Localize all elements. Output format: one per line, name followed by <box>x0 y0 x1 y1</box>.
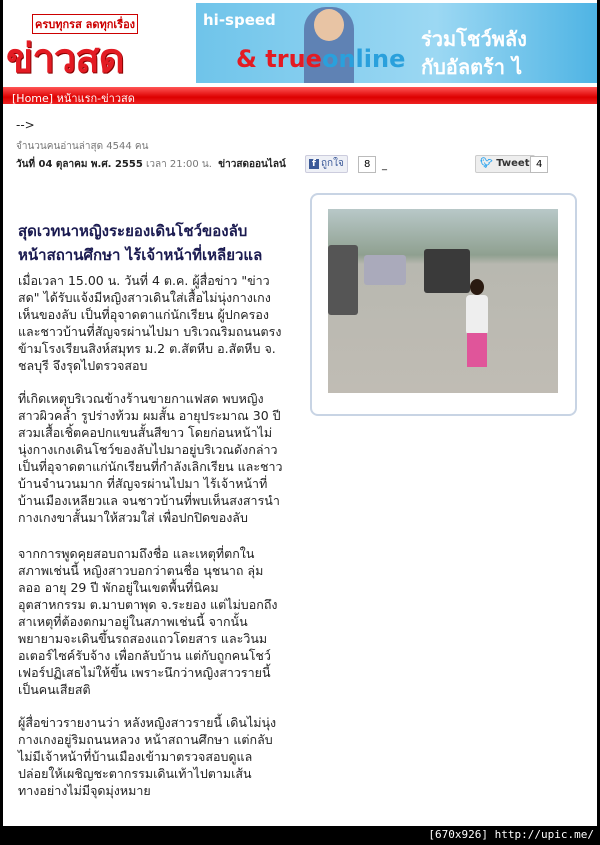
article-image-frame <box>310 193 577 416</box>
paragraph-line: เป็นที่อุจาดตาแก่นักเรียนที่กำลังเลิกเรียน และชาว <box>18 459 283 474</box>
banner-brand-true: & true <box>236 45 322 73</box>
paragraph-line: ไม่มีเจ้าหน้าที่บ้านเมืองเข้ามาตรวจสอบดูแล <box>18 749 253 764</box>
article-paragraph <box>18 390 283 526</box>
paragraph-line: สด" ได้รับแจ้งมีหญิงสาวเดินใส่เสื้อไม่นุ่งกางเกง <box>18 290 271 305</box>
banner-line1: ร่วมโชว์พลัง <box>421 27 527 51</box>
facebook-icon: f <box>309 159 319 169</box>
paragraph-line: ลออ อายุ 29 ปี พักอยู่ในเขตพื้นที่นิคม <box>18 580 219 595</box>
paragraph-line: บ้านจำนวนมาก ที่สัญจรผ่านไปมา ไร้เจ้าหน้าที่ <box>18 476 268 491</box>
paragraph-line: บ้านเมืองเหลียวแล จนชาวบ้านที่พบเห็นสงสารนำ <box>18 493 280 508</box>
logo-tagline: ครบทุกรส ลดทุกเรื่อง <box>32 14 138 34</box>
paragraph-line: ชลบุรี จึงรุดไปตรวจสอบ <box>18 358 148 373</box>
paragraph-line: จากการพูดคุยสอบถามถึงชื่อ และเหตุที่ตกใน <box>18 546 255 561</box>
photo-car <box>328 245 358 315</box>
nav-home-link[interactable]: [Home] หน้าแรก-ข่าวสด <box>12 92 135 105</box>
facebook-like-button[interactable] <box>305 155 348 173</box>
like-count: 8 <box>358 156 376 173</box>
ad-banner[interactable] <box>196 3 597 83</box>
paragraph-line: และชาวบ้านที่สัญจรผ่านไปมา บริเวณริมถนนตรง <box>18 324 282 339</box>
paragraph-line: เมื่อเวลา 15.00 น. วันที่ 4 ต.ค. ผู้สื่อข่าว "ข่าว <box>18 273 270 288</box>
paragraph-line: กางเกงขาสั้นมาให้สวมใส่ เพื่อปกปิดของลับ <box>18 510 248 525</box>
twitter-icon: 🐦︎ <box>480 158 493 169</box>
paragraph-line: เฟอร์ปฏิเสธไม่ให้ขึ้น เพราะนึกว่าหญิงสาวรายนี้ <box>18 665 271 680</box>
watermark-footer: [670x926] http://upic.me/ <box>428 828 594 841</box>
paragraph-line: เห็นของลับ เป็นที่อุจาดตาแก่นักเรียน ผู้ปกครอง <box>18 307 269 322</box>
paragraph-line: ข้ามโรงเรียนสิงห์สมุทร ม.2 ต.สัตหีบ อ.สัตหีบ จ. <box>18 341 276 356</box>
title-line: สุดเวทนาหญิงระยองเดินโชว์ของลับ <box>18 222 248 240</box>
article-paragraph <box>18 714 276 799</box>
banner-person-head <box>314 9 344 41</box>
article-date: วันที่ 04 ตุลาคม พ.ศ. 2555 <box>16 159 143 170</box>
separator: _ <box>382 160 387 171</box>
banner-brand <box>236 45 405 73</box>
nav-bar <box>3 87 597 104</box>
paragraph-line: เป็นคนเสียสติ <box>18 682 91 697</box>
paragraph-line: ที่เกิดเหตุบริเวณข้างร้านขายกาแฟสด พบหญิง <box>18 391 264 406</box>
tweet-count: 4 <box>530 156 548 173</box>
paragraph-line: ผู้สื่อข่าวรายงานว่า หลังหญิงสาวรายนี้ เดินไม่นุ่ง <box>18 715 277 730</box>
paragraph-line: พยายามจะเดินขึ้นรถสองแถวโดยสาร และวินม <box>18 631 268 646</box>
paragraph-line: อเตอร์ไซค์รับจ้าง เพื่อกลับบ้าน แต่กับถูกคนโชว์ <box>18 648 271 663</box>
site-logo[interactable] <box>6 4 192 80</box>
photo-car <box>364 255 406 285</box>
paragraph-line: ทางอย่างไม่มีจุดมุ่งหมาย <box>18 783 151 798</box>
article-time: เวลา 21:00 น. <box>145 159 212 170</box>
banner-brand-online: online <box>321 45 406 73</box>
article-photo[interactable] <box>328 209 558 393</box>
article-source: ข่าวสดออนไลน์ <box>218 159 286 170</box>
photo-woman <box>464 279 490 374</box>
paragraph-line: ปล่อยให้เผชิญชะตากรรมเดินเท้าไปตามเส้น <box>18 766 252 781</box>
paragraph-line: กางเกงอยู่ริมถนนหลวง หน้าสถานศึกษา แต่กลับ <box>18 732 273 747</box>
article-paragraph <box>18 272 281 374</box>
title-line: หน้าสถานศึกษา ไร้เจ้าหน้าที่เหลียวแล <box>18 246 263 264</box>
like-label: ถูกใจ <box>321 158 344 169</box>
paragraph-line: นุ่งกางเกงเดินโชว์ของลับไปมาอยู่บริเวณดังกล่าว <box>18 442 278 457</box>
article-title <box>18 219 262 267</box>
article-meta <box>16 157 286 172</box>
tweet-button[interactable] <box>475 155 535 173</box>
article-paragraph <box>18 545 278 698</box>
paragraph-line: สภาพเช่นนี้ หญิงสาวบอกว่าตนชื่อ นุชนาถ ลุ่ม <box>18 563 264 578</box>
logo-name: ข่าวสด <box>6 36 124 82</box>
tweet-label: Tweet <box>496 158 530 169</box>
paragraph-line: อุตสาหกรรม ต.มาบตาพุด จ.ระยอง แต่ไม่บอกถึง <box>18 597 278 612</box>
paragraph-line: สวมเสื้อเชิ้ตคอปกแขนสั้นสีขาว โดยก่อนหน้าไม่ <box>18 425 273 440</box>
paragraph-line: สาวผิวคล้ำ รูปร่างท้วม ผมสั้น อายุประมาณ 30 ปี <box>18 408 281 423</box>
banner-line2: กับอัลตร้า ไ <box>421 55 523 79</box>
stray-text: --> <box>16 118 35 132</box>
paragraph-line: สาเหตุที่ต้องตกมาอยู่ในสภาพเช่นนี้ จากนั้น <box>18 614 248 629</box>
read-count: จำนวนคนอ่านล่าสุด 4544 คน <box>16 141 149 152</box>
page <box>3 0 597 826</box>
banner-hispeed: hi-speed <box>203 11 276 29</box>
